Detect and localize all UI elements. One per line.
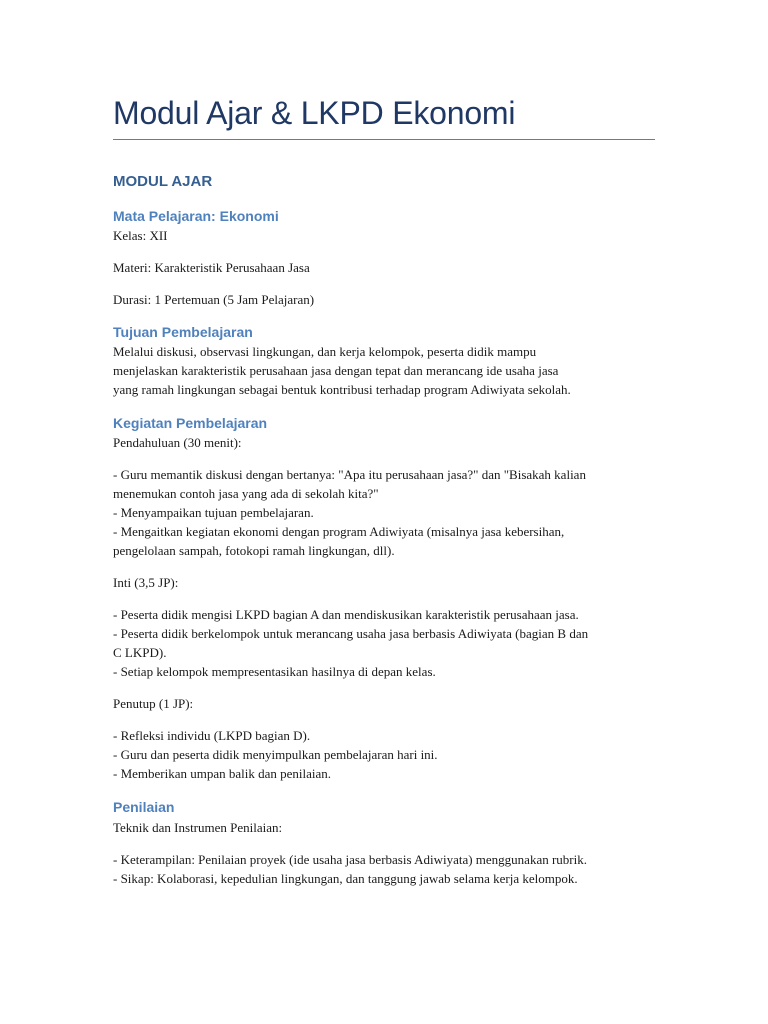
list-item: - Peserta didik mengisi LKPD bagian A dan mendiskusikan karakteristik perusahaan jasa. — [113, 607, 579, 623]
document-title: Modul Ajar & LKPD Ekonomi — [113, 94, 655, 140]
penutup-list — [113, 726, 655, 783]
inti-label: Inti (3,5 JP): — [113, 575, 179, 591]
list-item: - Keterampilan: Penilaian proyek (ide usaha jasa berbasis Adiwiyata) menggunakan rubrik. — [113, 851, 587, 867]
tujuan-line: menjelaskan karakteristik perusahaan jasa dengan tepat dan merancang ide usaha jasa — [113, 363, 559, 379]
list-item: - Mengaitkan kegiatan ekonomi dengan program Adiwiyata (misalnya jasa kebersihan, — [113, 524, 565, 540]
penilaian-label: Teknik dan Instrumen Penilaian: — [113, 819, 283, 835]
materi-text: Materi: Karakteristik Perusahaan Jasa — [113, 260, 310, 276]
list-item: - Memberikan umpan balik dan penilaian. — [113, 766, 332, 782]
list-item: - Sikap: Kolaborasi, kepedulian lingkungan, dan tanggung jawab selama kerja kelompok. — [113, 870, 578, 886]
tujuan-line: Melalui diskusi, observasi lingkungan, dan kerja kelompok, peserta didik mampu — [113, 344, 537, 360]
document-page — [113, 94, 655, 888]
penilaian-list — [113, 850, 655, 888]
heading-kegiatan-pembelajaran: Kegiatan Pembelajaran — [113, 415, 268, 432]
list-item: - Peserta didik berkelompok untuk merancang usaha jasa berbasis Adiwiyata (bagian B dan — [113, 626, 589, 642]
list-item: - Guru memantik diskusi dengan bertanya: "Apa itu perusahaan jasa?" dan "Bisakah kalian — [113, 467, 586, 483]
pendahuluan-list — [113, 465, 655, 560]
section-heading-modul-ajar: MODUL AJAR — [113, 173, 213, 191]
list-item: - Refleksi individu (LKPD bagian D). — [113, 728, 311, 744]
list-item: - Setiap kelompok mempresentasikan hasilnya di depan kelas. — [113, 664, 436, 680]
tujuan-line: yang ramah lingkungan sebagai bentuk kontribusi terhadap program Adiwiyata sekolah. — [113, 382, 571, 398]
penutup-label: Penutup (1 JP): — [113, 696, 194, 712]
tujuan-paragraph — [113, 342, 655, 399]
list-item: menemukan contoh jasa yang ada di sekolah kita?" — [113, 486, 379, 502]
kelas-text: Kelas: XII — [113, 228, 168, 244]
inti-list — [113, 605, 655, 681]
list-item: - Guru dan peserta didik menyimpulkan pembelajaran hari ini. — [113, 747, 438, 763]
durasi-text: Durasi: 1 Pertemuan (5 Jam Pelajaran) — [113, 292, 315, 308]
heading-tujuan-pembelajaran: Tujuan Pembelajaran — [113, 324, 253, 341]
list-item: C LKPD). — [113, 645, 167, 661]
pendahuluan-label: Pendahuluan (30 menit): — [113, 435, 242, 451]
heading-mata-pelajaran: Mata Pelajaran: Ekonomi — [113, 207, 279, 224]
list-item: - Menyampaikan tujuan pembelajaran. — [113, 505, 314, 521]
heading-penilaian: Penilaian — [113, 799, 175, 816]
list-item: pengelolaan sampah, fotokopi ramah lingkungan, dll). — [113, 543, 395, 559]
